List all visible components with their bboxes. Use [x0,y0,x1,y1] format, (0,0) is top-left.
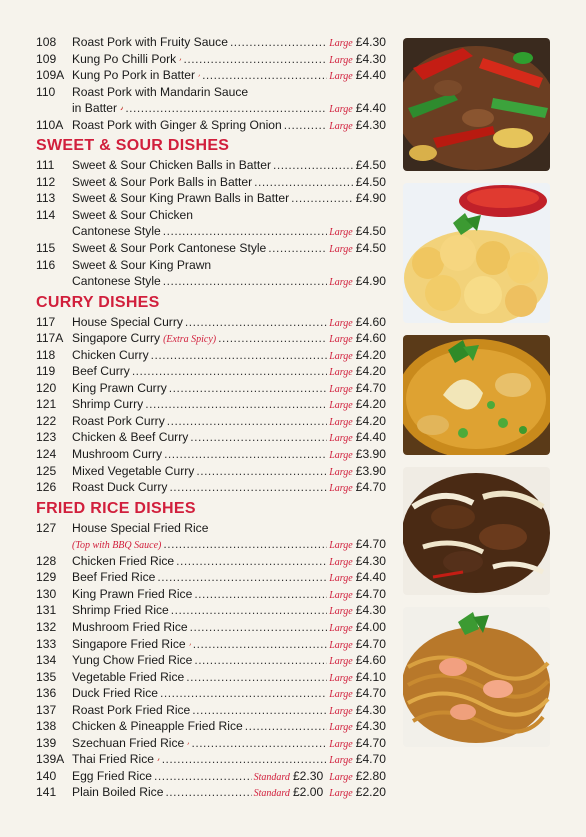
leader-dots [273,157,354,174]
price: £4.70 [355,735,386,750]
price: £4.70 [355,586,386,601]
item-number: 131 [36,603,57,618]
photo-beef-onion [403,467,550,595]
item-number: 114 [36,207,56,222]
price: £4.20 [355,364,386,379]
menu-item-cont-1-4 [36,223,386,240]
item-name: Mushroom Fried Rice [72,619,188,634]
leader-dots [157,569,327,586]
item-number: 120 [36,380,57,395]
price: £4.50 [355,241,386,256]
leader-dots [202,67,327,84]
leader-dots [169,380,327,397]
item-number: 127 [36,520,57,535]
item-number: 121 [36,397,57,412]
menu-item-129 [36,569,386,586]
price: £3.90 [355,447,386,462]
leader-dots [196,463,327,480]
size-label-large: Large [329,71,353,83]
size-label-large: Large [329,556,353,568]
menu-item-114 [36,207,386,224]
item-number: 117A [36,331,64,346]
menu-item-124 [36,446,386,463]
price: £4.20 [355,397,386,412]
item-number: 135 [36,669,57,684]
item-name: Shrimp Fried Rice [72,603,169,618]
item-name: Kung Po Pork in Batter [72,68,196,83]
item-number: 119 [36,364,56,379]
size-label-large: Large [329,722,353,734]
price: £2.80 [355,768,386,783]
item-number: 139 [36,735,57,750]
leader-dots [190,619,328,636]
leader-dots [186,669,327,686]
price: £4.30 [355,553,386,568]
section-heading-fried-rice-dishes: FRIED RICE DISHES [36,499,196,517]
menu-item-119 [36,363,386,380]
menu-item-123 [36,429,386,446]
item-name: Chicken & Pineapple Fried Rice [72,719,243,734]
item-number: 113 [36,191,56,206]
leader-dots [160,685,327,702]
menu-item-126 [36,479,386,496]
item-name: Roast Duck Curry [72,480,168,495]
item-name: Sweet & Sour Pork Cantonese Style [72,241,267,256]
item-number: 109 [36,51,57,66]
item-number: 139A [36,752,65,767]
price: £3.90 [355,463,386,478]
size-label-large: Large [329,400,353,412]
item-name: Thai Fried Rice [72,752,154,767]
size-label-large: Large [329,622,353,634]
size-label-standard: Standard [253,788,290,800]
leader-dots [163,273,327,290]
size-label-large: Large [329,466,353,478]
menu-item-117A [36,330,386,347]
menu-item-128 [36,553,386,570]
menu-item-141 [36,784,386,801]
item-note: (Extra Spicy) [163,334,217,346]
menu-item-115 [36,240,386,257]
price: £4.70 [355,636,386,651]
size-label-large: Large [329,277,353,289]
leader-dots [163,223,327,240]
leader-dots [184,51,328,68]
menu-item-139A [36,751,386,768]
price: £4.50 [355,224,386,239]
menu-item-110 [36,84,386,101]
size-label-large: Large [329,755,353,767]
leader-dots [167,413,327,430]
price: £4.40 [355,570,386,585]
leader-dots [193,636,327,653]
price: £4.40 [355,101,386,116]
item-number: 133 [36,636,57,651]
menu-item-109A [36,67,386,84]
item-name: House Special Curry [72,314,183,329]
leader-dots [291,190,354,207]
item-name: Shrimp Curry [72,397,144,412]
leader-dots [164,446,327,463]
item-number: 132 [36,619,57,634]
item-note: (Top with BBQ Sauce) [72,540,162,552]
item-name: Beef Fried Rice [72,570,156,585]
menu-item-cont-3-1 [36,536,386,553]
price: £4.70 [355,537,386,552]
chili-pepper-icon [157,755,160,764]
menu-item-cont-1-7 [36,273,386,290]
menu-item-122 [36,413,386,430]
leader-dots [245,718,327,735]
price-standard: £2.00 [292,785,324,800]
item-number: 134 [36,653,57,668]
price: £4.50 [355,158,386,173]
size-label-large: Large [329,120,353,132]
leader-dots [284,117,327,134]
photo-noodles [403,607,550,747]
size-label-large: Large [329,656,353,668]
size-label-large: Large [329,383,353,395]
size-label-large: Large [329,104,353,116]
menu-item-135 [36,669,386,686]
chili-pepper-icon [187,739,189,748]
menu-item-108 [36,34,386,51]
size-label-large: Large [329,639,353,651]
menu-item-134 [36,652,386,669]
price: £4.20 [355,347,386,362]
menu-item-131 [36,602,386,619]
price: £4.30 [355,51,386,66]
size-label-large: Large [329,38,353,49]
item-name: Yung Chow Fried Rice [72,653,193,668]
item-name: Roast Pork Curry [72,413,165,428]
size-label-large: Large [329,705,353,717]
item-number: 141 [36,785,57,800]
item-name: Chicken Fried Rice [72,553,175,568]
item-number: 137 [36,702,57,717]
menu-item-109 [36,51,386,68]
price: £4.30 [355,117,386,132]
chili-pepper-icon [189,640,191,649]
price-standard: £2.30 [292,768,324,783]
menu-item-117 [36,314,386,331]
item-name: Vegetable Fried Rice [72,669,185,684]
item-number: 125 [36,463,57,478]
item-name: Roast Pork with Ginger & Spring Onion [72,117,282,132]
item-name: Cantonese Style [72,274,161,289]
item-name: Egg Fried Rice [72,768,152,783]
menu-item-132 [36,619,386,636]
item-number: 110A [36,117,64,132]
price: £4.90 [355,274,386,289]
price: £4.30 [355,702,386,717]
size-label-large: Large [329,334,353,346]
leader-dots [169,479,327,496]
price: £4.30 [355,603,386,618]
size-label-large: Large [329,54,353,66]
size-label-large: Large [329,433,353,445]
item-name: Sweet & Sour King Prawn [72,257,212,272]
price: £4.60 [355,653,386,668]
item-name: Duck Fried Rice [72,686,159,701]
size-label-large: Large [329,738,353,750]
size-label-large: Large [329,589,353,601]
item-number: 110 [36,84,56,99]
menu-item-cont-0-4 [36,100,386,117]
menu-item-138 [36,718,386,735]
leader-dots [254,174,354,191]
item-name: Plain Boiled Rice [72,785,164,800]
item-number: 136 [36,686,57,701]
item-name: Mushroom Curry [72,447,163,462]
chili-pepper-icon [179,55,181,64]
item-number: 126 [36,480,57,495]
food-photos [403,38,550,759]
leader-dots [162,751,328,768]
chili-pepper-icon [198,71,200,80]
price: £4.30 [355,35,386,49]
price: £4.90 [355,191,386,206]
menu-item-136 [36,685,386,702]
item-number: 115 [36,241,56,256]
item-number: 140 [36,768,57,783]
item-name: Singapore Curry [72,331,161,346]
price: £4.40 [355,430,386,445]
chili-pepper-icon [120,104,123,113]
size-label-large: Large [329,416,353,428]
item-number: 109A [36,68,65,83]
section-heading-curry-dishes: CURRY DISHES [36,293,160,311]
item-number: 108 [36,35,57,49]
size-label-large: Large [329,350,353,362]
menu-item-112 [36,174,386,191]
item-number: 117 [36,314,56,329]
item-name: Roast Pork with Fruity Sauce [72,35,228,49]
price: £4.10 [355,669,386,684]
item-number: 116 [36,257,56,272]
size-label-large: Large [329,771,353,783]
item-name: Chicken Curry [72,347,149,362]
menu-item-118 [36,347,386,364]
price: £2.20 [355,785,386,800]
item-number: 118 [36,347,56,362]
menu-item-121 [36,396,386,413]
item-number: 129 [36,570,57,585]
leader-dots [185,314,327,331]
leader-dots [163,536,327,553]
item-name: Sweet & Sour Chicken [72,207,193,222]
item-name: Mixed Vegetable Curry [72,463,195,478]
item-number: 122 [36,413,57,428]
size-label-large: Large [329,689,353,701]
item-name: Szechuan Fried Rice [72,735,185,750]
price: £4.70 [355,686,386,701]
item-number: 128 [36,553,57,568]
item-name: King Prawn Fried Rice [72,586,193,601]
menu-item-139 [36,735,386,752]
menu-item-120 [36,380,386,397]
menu-item-110A [36,117,386,134]
item-name: Singapore Fried Rice [72,636,186,651]
leader-dots [154,768,252,785]
section-heading-sweet-sour-dishes: SWEET & SOUR DISHES [36,137,230,155]
size-label-large: Large [329,367,353,379]
size-label-large: Large [329,672,353,684]
size-label-large: Large [329,317,353,329]
photo-sweet-sour [403,183,550,323]
price: £4.30 [355,719,386,734]
menu-item-133 [36,636,386,653]
price: £4.20 [355,413,386,428]
item-name: House Special Fried Rice [72,520,209,535]
menu-item-111 [36,157,386,174]
size-label-large: Large [329,606,353,618]
photo-kung-po-pork [403,38,550,171]
size-label-standard: Standard [253,771,290,783]
leader-dots [165,784,251,801]
price: £4.70 [355,380,386,395]
price: £4.70 [355,752,386,767]
item-name: Sweet & Sour Pork Balls in Batter [72,174,253,189]
item-number: 112 [36,174,56,189]
leader-dots [218,330,327,347]
leader-dots [268,240,327,257]
size-label-large: Large [329,450,353,462]
leader-dots [132,363,327,380]
item-name: Sweet & Sour Chicken Balls in Batter [72,158,271,173]
leader-dots [194,652,327,669]
leader-dots [151,347,328,364]
price: £4.70 [355,480,386,495]
menu-item-140 [36,768,386,785]
leader-dots [171,602,327,619]
size-label-large: Large [329,227,353,239]
item-name: Cantonese Style [72,224,161,239]
size-label-large: Large [329,788,353,800]
leader-dots [230,34,327,51]
leader-dots [190,429,327,446]
price: £4.40 [355,68,386,83]
item-number: 124 [36,447,57,462]
item-name: Kung Po Chilli Pork [72,51,177,66]
menu-item-116 [36,257,386,274]
leader-dots [125,100,327,117]
leader-dots [192,702,327,719]
item-name: Roast Pork Fried Rice [72,702,191,717]
menu-list [36,34,386,801]
item-number: 123 [36,430,57,445]
leader-dots [194,586,327,603]
item-name: Sweet & Sour King Prawn Balls in Batter [72,191,290,206]
price: £4.60 [355,314,386,329]
leader-dots [191,735,327,752]
leader-dots [145,396,327,413]
item-name: Roast Pork with Mandarin Sauce [72,84,249,99]
menu-item-127 [36,520,386,537]
price: £4.00 [355,619,386,634]
item-name: in Batter [72,101,118,116]
item-number: 130 [36,586,57,601]
menu-item-113 [36,190,386,207]
size-label-large: Large [329,244,353,256]
item-number: 138 [36,719,57,734]
photo-curry [403,335,550,455]
price: £4.60 [355,331,386,346]
price: £4.50 [355,174,386,189]
menu-item-137 [36,702,386,719]
size-label-large: Large [329,483,353,495]
item-name: King Prawn Curry [72,380,167,395]
menu-item-125 [36,463,386,480]
item-name: Beef Curry [72,364,130,379]
size-label-large: Large [329,573,353,585]
item-name: Chicken & Beef Curry [72,430,189,445]
item-number: 111 [36,158,55,173]
size-label-large: Large [329,540,353,552]
leader-dots [176,553,327,570]
menu-item-130 [36,586,386,603]
